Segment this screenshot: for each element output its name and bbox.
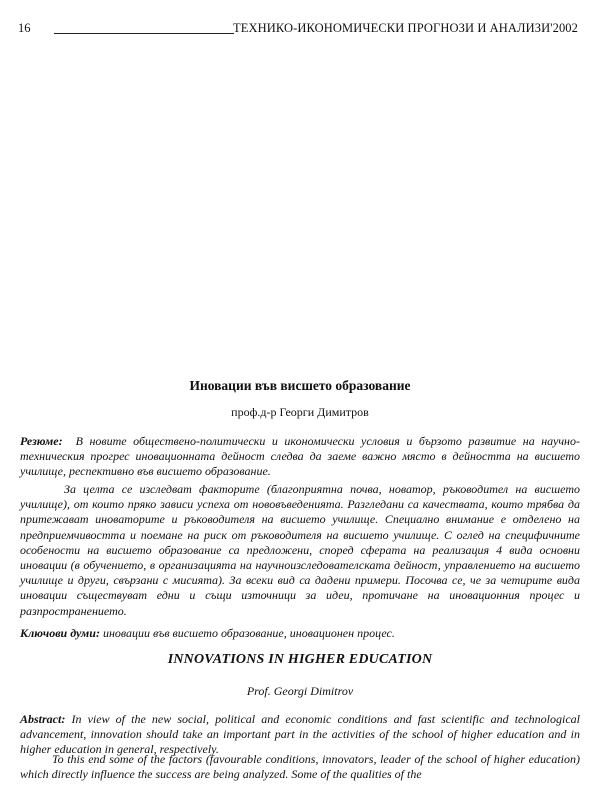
- running-header: [18, 20, 578, 36]
- abstract-en-label: Abstract:: [20, 712, 66, 726]
- abstract-bg-label: Резюме:: [20, 434, 63, 448]
- keywords-bg-text: иновации във висшето образование, иновационен процес.: [102, 626, 395, 640]
- article-author-bg: проф.д-р Георги Димитров: [231, 405, 369, 419]
- journal-title: ТЕХНИКО-ИКОНОМИЧЕСКИ ПРОГНОЗИ И АНАЛИЗИ'2002: [233, 21, 578, 35]
- article-author-en: Prof. Georgi Dimitrov: [246, 684, 354, 698]
- article-title-bg: Иновации във висшето образование: [189, 378, 411, 393]
- keywords-bg: [20, 626, 580, 641]
- article-title-en: INNOVATIONS IN HIGHER EDUCATION: [167, 652, 433, 667]
- keywords-bg-label: Ключови думи:: [20, 626, 100, 640]
- header-rule: [54, 33, 234, 34]
- page-number: 16: [18, 21, 31, 35]
- abstract-bg-text-1: В новите обществено-политически и икономически условия и бързото развитие на научно-техническия прогрес иновационната дейност следва да заеме важно място в дейността на висшето училище, респективно във висшето образование.: [20, 434, 581, 479]
- abstract-en-paragraph-1: [20, 712, 580, 758]
- abstract-en-text-1: In view of the new social, political and economic conditions and fast scientific and technological advancement, innovation should take an important part in the activities of the school of higher education and in higher education in general, respectively.: [20, 712, 581, 757]
- abstract-en-paragraph-2: To this end some of the factors (favourable conditions, innovators, leader of the school of higher education) which directly influence the success are being analyzed. Some of the qualities of the: [20, 752, 580, 782]
- abstract-bg-paragraph-1: [20, 434, 580, 480]
- abstract-bg-paragraph-2: За целта се изследват факторите (благоприятна почва, новатор, ръководител на висшето училище), от които пряко зависи успеха от нововъведенията. Разгледани са качествата, които трябва да притежават иноваторите и ръководителя на висшето училище. Специално внимание е отделено на предприемчивостта и поемане на риск от ръководителя на висшето училище. С оглед на специфичните особености на висшето образование са предложени, според сферата на реализация 4 вида основни иновации (в обучението, в организацията на научноизследователската дейност, управлението на висшето училище и други, свързани с мисията). За всеки вид са дадени примери. Посочва се, че за четирите вида иновации съществуват едни и същи източници за идеи, протичане на иновационния процес и разпространението.: [20, 482, 580, 618]
